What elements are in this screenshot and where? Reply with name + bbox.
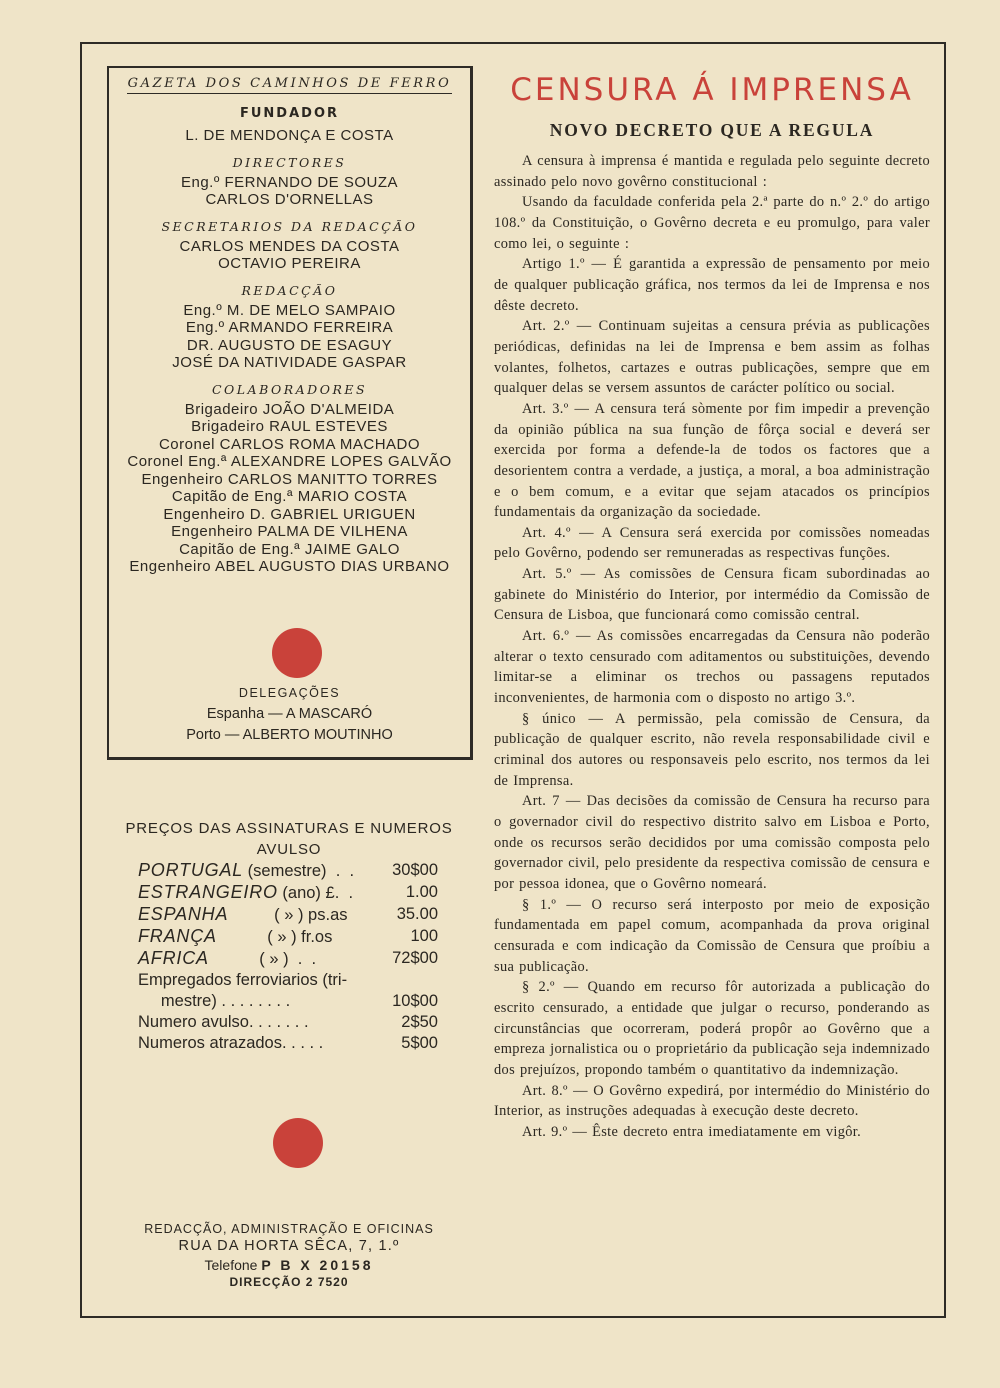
article-paragraph: § 2.º — Quando em recurso fôr autorizada a publicação do escrito censurado, a entidade que julgar o recurso, ponderando as circunstâncias que ocorreram, poderá propôr ao Govêrno que a empreza jornalistica ou o proprietário da publicação seja indemnizado dos prejuízos, propondo também o quantitativo da indemnização. <box>494 979 930 1078</box>
subscription-prices <box>118 818 460 1054</box>
red-circle-ornament <box>272 628 322 678</box>
price-period: (semestre) . . <box>243 862 355 880</box>
article-paragraph: Art. 3.º — A censura terá sòmente por fim impedir a prevenção da opinião pública na sua função de fôrça social e deverá ser exercida por forma a defende-la de todos os factores que a desorientem contra a verdade, a justiça, a moral, a boa administração e o bem comum, e a evitar que sejam atacados os princípios fundamentais da organização da sociedade. <box>494 400 930 521</box>
prices-title-line2: AVULSO <box>256 841 322 858</box>
editor-name: JOSÉ DA NATIVIDADE GASPAR <box>172 354 407 371</box>
price-value: 2$50 <box>401 1013 438 1031</box>
price-label <box>138 970 380 991</box>
collaborator-name: Coronel CARLOS ROMA MACHADO <box>158 435 421 453</box>
collaborators-heading: COLABORADORES <box>211 381 368 397</box>
delegation-line: Porto — ALBERTO MOUTINHO <box>186 727 393 743</box>
price-country: AFRICA <box>138 948 209 968</box>
price-label <box>138 926 380 948</box>
editor-name: Eng.º M. DE MELO SAMPAIO <box>183 301 396 319</box>
price-period: Numeros atrazados. . . . . <box>138 1034 324 1052</box>
price-value: 10$00 <box>392 992 438 1010</box>
secretary-name: CARLOS MENDES DA COSTA <box>179 237 400 255</box>
article <box>494 66 930 1143</box>
collaborator-name: Engenheiro CARLOS MANITTO TORRES <box>141 470 438 488</box>
article-paragraph: Art. 8.º — O Govêrno expedirá, por intermédio do Ministério do Interior, as instruções adequadas à execução deste decreto. <box>494 1082 930 1120</box>
price-country: FRANÇA <box>138 926 217 946</box>
article-subheadline: NOVO DECRETO QUE A REGULA <box>549 120 875 140</box>
collaborators-list <box>109 401 470 576</box>
price-label <box>138 1033 380 1054</box>
founder-heading: FUNDADOR <box>239 106 340 121</box>
telephone-line <box>118 1257 460 1273</box>
price-label <box>138 1012 380 1033</box>
phone-label: Telefone <box>204 1257 262 1273</box>
price-value: 72$00 <box>392 949 438 967</box>
price-row <box>138 1012 460 1033</box>
price-row <box>138 926 460 948</box>
article-headline: CENSURA Á IMPRENSA <box>510 72 914 108</box>
article-paragraph: Art. 4.º — A Censura será exercida por comissões nomeadas pelo Govêrno, podendo ser remuneradas as respectivas funções. <box>494 524 930 562</box>
price-country: PORTUGAL <box>138 860 244 880</box>
delegations-block <box>109 686 470 746</box>
street-address: RUA DA HORTA SÊCA, 7, 1.º <box>178 1238 400 1254</box>
collaborator-name: Brigadeiro RAUL ESTEVES <box>191 418 388 435</box>
delegations-heading: DELEGAÇÕES <box>238 686 341 700</box>
gazette-title: GAZETA DOS CAMINHOS DE FERRO <box>127 76 452 94</box>
director-name: CARLOS D'ORNELLAS <box>205 191 374 208</box>
price-label <box>138 991 380 1012</box>
article-paragraph: Art. 9.º — Êste decreto entra imediatamente em vigôr. <box>522 1123 862 1140</box>
article-paragraph: Artigo 1.º — É garantida a expressão de pensamento por meio de qualquer publicação gráfica, nos termos da lei de Imprensa e nos dêste decreto. <box>494 256 930 314</box>
price-period: mestre) . . . . . . . . <box>138 992 291 1010</box>
article-paragraph: § único — A permissão, pela comissão de Censura, da publicação de qualquer escrito, não revela responsabilidade civil e criminal dos autores ou responsaveis pelo escrito, nos termos da lei de Imprensa. <box>494 710 930 789</box>
price-row <box>138 991 460 1012</box>
collaborator-name: Capitão de Eng.ª MARIO COSTA <box>171 488 408 505</box>
director-name: Eng.º FERNANDO DE SOUZA <box>180 173 399 191</box>
price-period: ( » ) . . <box>208 950 317 968</box>
article-paragraph: Art. 5.º — As comissões de Censura ficam subordinadas ao gabinete do Ministério do Interior, por intermédio da Comissão de Censura de Lisboa, que funcionará como comissão central. <box>494 566 930 624</box>
collaborator-name: Brigadeiro JOÃO D'ALMEIDA <box>184 400 395 418</box>
article-paragraph: § 1.º — O recurso será interposto por meio de exposição fundamentada em papel comum, acompanhada da prova original censurada e com indicação da Comissão de Censura que proíbiu a sua publicação. <box>494 896 930 975</box>
founder-name: L. DE MENDONÇA E COSTA <box>185 127 394 144</box>
article-paragraph: A censura à imprensa é mantida e regulada pelo seguinte decreto assinado pelo novo govêrno constitucional : <box>494 153 930 190</box>
phone-number: P B X 20158 <box>261 1257 374 1273</box>
price-country: ESPANHA <box>138 904 229 924</box>
editor-name: DR. AUGUSTO DE ESAGUY <box>186 336 393 354</box>
secretaries-list <box>109 238 470 273</box>
price-row <box>138 904 460 926</box>
price-period: Numero avulso. . . . . . . <box>138 1013 309 1031</box>
price-period: ( » ) fr.os <box>216 928 333 946</box>
price-period: (ano) £. . <box>277 884 354 902</box>
price-row <box>138 948 460 970</box>
delegation-line: Espanha — A MASCARÓ <box>206 706 373 722</box>
collaborator-name: Coronel Eng.ª ALEXANDRE LOPES GALVÃO <box>127 453 452 470</box>
collaborator-name: Engenheiro ABEL AUGUSTO DIAS URBANO <box>129 558 450 575</box>
price-value: 5$00 <box>401 1034 438 1052</box>
address-heading: REDACÇÃO, ADMINISTRAÇÃO E OFICINAS <box>144 1222 434 1236</box>
price-label <box>138 882 380 904</box>
price-row <box>138 882 460 904</box>
secretary-name: OCTAVIO PEREIRA <box>218 255 361 272</box>
price-label <box>138 948 380 970</box>
price-value: 35.00 <box>396 905 438 923</box>
collaborator-name: Capitão de Eng.ª JAIME GALO <box>179 540 400 558</box>
price-row <box>138 860 460 882</box>
price-value: 1.00 <box>405 883 438 901</box>
article-paragraph: Usando da faculdade conferida pela 2.ª parte do n.º 2.º do artigo 108.º da Constituição, o Govêrno decreta e eu promulgo, para valer como lei, o seguinte : <box>494 194 930 252</box>
price-value <box>380 970 438 991</box>
price-label <box>138 860 380 882</box>
editor-name: Eng.º ARMANDO FERREIRA <box>185 319 394 336</box>
price-label <box>138 904 380 926</box>
article-body <box>494 151 930 1143</box>
price-value: 100 <box>410 927 438 945</box>
article-paragraph: Art. 2.º — Continuam sujeitas a censura prévia as publicações periódicas, definidas na lei de Imprensa e bem assim as folhas volantes, folhetos, cartazes e outras publicações, sempre que em qualquer delas se versem assuntos de carácter político ou social. <box>494 318 930 397</box>
article-paragraph: Art. 6.º — As comissões encarregadas da Censura não poderão alterar o texto censurado com aditamentos ou substituições, devendo limitar-se a eliminar os trechos ou passagens reputados inconvenientes, de harmonia com o disposto no artigo 3.º. <box>494 628 930 707</box>
price-country: ESTRANGEIRO <box>138 882 278 902</box>
collaborator-name: Engenheiro D. GABRIEL URIGUEN <box>163 505 416 523</box>
directors-list <box>109 174 470 209</box>
direction-number: DIRECÇÃO 2 7520 <box>229 1275 349 1289</box>
prices-title: PREÇOS DAS ASSINATURAS E NUMEROS <box>125 820 453 837</box>
price-table <box>118 860 460 1054</box>
price-value: 30$00 <box>392 861 438 879</box>
price-period: ( » ) ps.as <box>228 906 348 924</box>
directors-heading: DIRECTORES <box>232 154 347 170</box>
secretaries-heading: SECRETARIOS DA REDACÇÃO <box>161 218 418 234</box>
editorial-heading: REDACÇÃO <box>241 282 338 298</box>
article-paragraph: Art. 7 — Das decisões da comissão de Censura ha recurso para o governador civil do respectivo distrito salvo em Lisboa e Porto, onde os recursos serão decididos por uma comissão composta pelo governador civil, pelo presidente da respectiva comissão de censura e por pessoa idonea, que o Govêrno nomeará. <box>494 793 930 892</box>
address-footer <box>118 1222 460 1289</box>
editorial-list <box>109 302 470 372</box>
price-row <box>138 970 460 991</box>
red-circle-ornament <box>273 1118 323 1168</box>
price-period: Empregados ferroviarios (tri- <box>138 971 348 989</box>
collaborator-name: Engenheiro PALMA DE VILHENA <box>171 523 408 540</box>
price-row <box>138 1033 460 1054</box>
